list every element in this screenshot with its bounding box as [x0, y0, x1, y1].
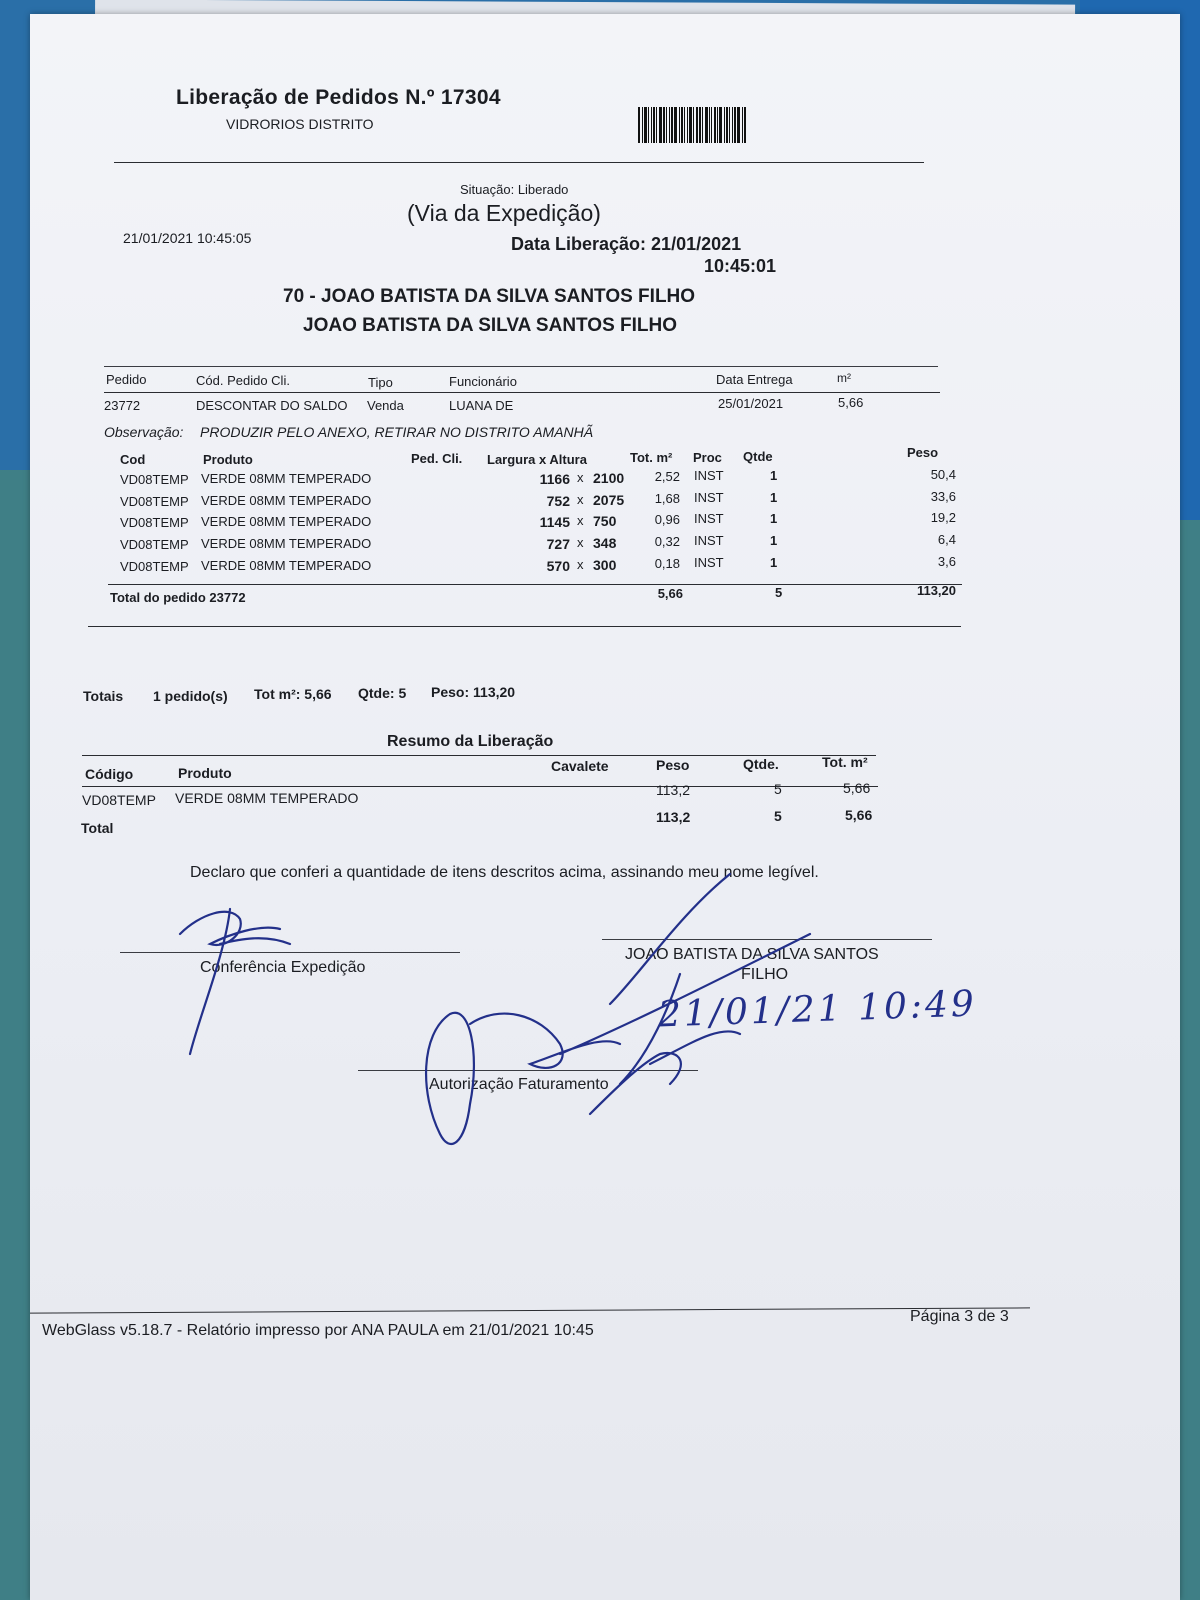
barcode-bar — [651, 107, 652, 143]
footer-page-number: Página 3 de 3 — [910, 1308, 1009, 1325]
barcode-bar — [693, 107, 694, 143]
item-peso: 19,2 — [930, 510, 956, 526]
barcode-bar — [671, 107, 673, 143]
item-dimension-separator: x — [577, 470, 584, 486]
barcode-bar — [689, 107, 692, 143]
items-col-tot-m2: Tot. m² — [630, 450, 673, 465]
footer-printed-by: WebGlass v5.18.7 - Relatório impresso por ANA PAULA em 21/01/2021 10:45 — [42, 1322, 594, 1339]
barcode-bar — [724, 107, 725, 143]
print-timestamp: 21/01/2021 10:45:05 — [123, 230, 252, 246]
order-total-qtde: 5 — [775, 585, 783, 600]
summary-row-codigo: VD08TEMP — [82, 792, 156, 808]
summary-row-qtde: 5 — [774, 781, 782, 797]
barcode-bar — [705, 107, 708, 143]
item-produto: VERDE 08MM TEMPERADO — [201, 493, 372, 509]
client-name: JOAO BATISTA DA SILVA SANTOS FILHO — [303, 315, 678, 336]
item-largura: 727 — [546, 535, 570, 552]
item-peso: 33,6 — [930, 489, 956, 505]
barcode-bar — [709, 107, 710, 143]
items-col-produto: Produto — [203, 452, 253, 467]
item-tot-m2: 0,32 — [654, 534, 680, 549]
summary-col-tot-m2: Tot. m² — [822, 754, 868, 770]
totals-pedidos: 1 pedido(s) — [153, 688, 228, 704]
barcode-bar — [687, 107, 688, 143]
summary-row-peso: 113,2 — [656, 782, 690, 798]
handwritten-datetime: 21/01/21 10:49 — [657, 983, 978, 1036]
item-proc: INST — [694, 555, 724, 571]
footer-rule — [30, 1307, 1030, 1313]
order-funcionario-value: LUANA DE — [449, 398, 514, 413]
barcode-bar — [644, 107, 647, 143]
declaration-text: Declaro que conferi a quantidade de itens descritos acima, assinando meu nome legível. — [190, 864, 819, 881]
items-col-qtde: Qtde — [743, 449, 773, 464]
item-produto: VERDE 08MM TEMPERADO — [201, 471, 372, 487]
order-total-peso: 113,20 — [916, 583, 956, 598]
totals-qtde: Qtde: 5 — [358, 685, 407, 701]
barcode-image — [638, 107, 778, 143]
barcode-bar — [656, 107, 657, 143]
client-code-name: 70 - JOAO BATISTA DA SILVA SANTOS FILHO — [283, 286, 696, 307]
signature-label-client-line2: FILHO — [741, 966, 789, 983]
order-top-rule — [104, 366, 938, 367]
order-col-tipo: Tipo — [368, 375, 393, 390]
barcode-bar — [719, 107, 722, 143]
item-peso: 6,4 — [937, 532, 956, 548]
document-page — [30, 14, 1180, 1600]
signature-label-client-line1: JOAO BATISTA DA SILVA SANTOS — [625, 946, 879, 963]
summary-col-codigo: Código — [85, 766, 134, 782]
item-cod: VD08TEMP — [120, 494, 189, 509]
item-tot-m2: 0,18 — [654, 556, 680, 571]
barcode-bar — [699, 107, 701, 143]
item-peso: 50,4 — [930, 467, 956, 483]
barcode-bar — [681, 107, 683, 143]
barcode-bar — [732, 107, 733, 143]
barcode-bar — [684, 107, 685, 143]
item-dimension-separator: x — [577, 513, 584, 529]
release-date: Data Liberação: 21/01/2021 — [511, 234, 742, 254]
barcode-bar — [717, 107, 718, 143]
document-title: Liberação de Pedidos N.º 17304 — [176, 86, 501, 109]
item-largura: 570 — [546, 557, 570, 574]
item-proc: INST — [694, 468, 724, 484]
signature-conferencia-scribble — [170, 894, 310, 1074]
item-qtde: 1 — [770, 554, 778, 570]
item-proc: INST — [694, 511, 724, 527]
item-cod: VD08TEMP — [120, 472, 189, 487]
order-cod-pedido-cli-value: DESCONTAR DO SALDO — [196, 398, 348, 413]
items-col-ped-cli: Ped. Cli. — [411, 451, 463, 466]
header-divider — [114, 162, 924, 163]
items-total-rule — [108, 584, 962, 585]
order-tipo-value: Venda — [367, 398, 404, 413]
item-altura: 2100 — [593, 469, 625, 486]
release-time: 10:45:01 — [704, 256, 777, 276]
observation-text: PRODUZIR PELO ANEXO, RETIRAR NO DISTRITO AMANHÃ — [200, 424, 594, 440]
company-name: VIDRORIOS DISTRITO — [226, 116, 374, 132]
order-m2-value: 5,66 — [838, 395, 864, 410]
totals-label: Totais — [83, 688, 124, 704]
summary-row-tot-m2: 5,66 — [843, 780, 871, 796]
barcode-bar — [696, 107, 698, 143]
summary-col-peso: Peso — [656, 757, 690, 773]
items-col-largura-altura: Largura x Altura — [487, 452, 587, 467]
item-altura: 300 — [593, 556, 617, 573]
order-header-rule — [104, 392, 940, 393]
signature-label-autorizacao: Autorização Faturamento — [429, 1076, 609, 1093]
item-proc: INST — [694, 490, 724, 506]
barcode-bar — [674, 107, 677, 143]
order-total-m2: 5,66 — [657, 586, 683, 601]
summary-header-rule — [82, 786, 878, 787]
item-proc: INST — [694, 533, 724, 549]
order-col-m2: m² — [837, 371, 851, 385]
order-col-data-entrega: Data Entrega — [716, 372, 793, 387]
item-tot-m2: 0,96 — [654, 512, 680, 527]
summary-row-produto: VERDE 08MM TEMPERADO — [175, 790, 359, 806]
item-altura: 750 — [593, 512, 617, 529]
barcode-bar — [734, 107, 736, 143]
barcode-bar — [648, 107, 649, 143]
order-col-funcionario: Funcionário — [449, 374, 517, 389]
summary-total-tot-m2: 5,66 — [845, 807, 873, 823]
items-col-cod: Cod — [120, 452, 146, 467]
item-largura: 1166 — [539, 470, 570, 487]
barcode-bar — [663, 107, 665, 143]
summary-total-qtde: 5 — [774, 808, 782, 824]
signature-client-scribble — [410, 854, 830, 1174]
summary-title: Resumo da Liberação — [387, 733, 554, 750]
barcode-bar — [742, 107, 743, 143]
barcode-bar — [702, 107, 703, 143]
totals-m2: Tot m²: 5,66 — [254, 686, 332, 702]
item-altura: 2075 — [593, 491, 625, 508]
item-cod: VD08TEMP — [120, 515, 189, 530]
items-col-proc: Proc — [693, 450, 722, 465]
item-peso: 3,6 — [937, 554, 956, 570]
item-qtde: 1 — [770, 467, 778, 483]
item-produto: VERDE 08MM TEMPERADO — [201, 536, 372, 552]
barcode-bar — [659, 107, 662, 143]
barcode-bar — [726, 107, 728, 143]
signature-label-conferencia: Conferência Expedição — [200, 959, 366, 976]
items-col-peso: Peso — [907, 445, 939, 460]
item-qtde: 1 — [770, 510, 778, 526]
order-data-entrega-value: 25/01/2021 — [718, 396, 784, 411]
barcode-bar — [666, 107, 667, 143]
observation-label: Observação: — [104, 424, 184, 440]
order-col-cod-pedido-cli: Cód. Pedido Cli. — [196, 373, 290, 388]
barcode-bar — [729, 107, 730, 143]
barcode-bar — [737, 107, 740, 143]
item-cod: VD08TEMP — [120, 559, 189, 574]
copy-type: (Via da Expedição) — [407, 200, 601, 226]
barcode-bar — [642, 107, 643, 143]
summary-col-qtde: Qtde. — [743, 756, 779, 772]
item-dimension-separator: x — [577, 557, 584, 573]
order-total-label: Total do pedido 23772 — [110, 590, 246, 605]
item-dimension-separator: x — [577, 492, 584, 508]
barcode-bar — [679, 107, 680, 143]
summary-total-label: Total — [81, 820, 114, 836]
item-produto: VERDE 08MM TEMPERADO — [201, 558, 372, 574]
barcode-bar — [653, 107, 655, 143]
summary-col-produto: Produto — [178, 765, 232, 781]
item-dimension-separator: x — [577, 535, 584, 551]
order-section-rule — [88, 626, 961, 627]
barcode-bar — [714, 107, 716, 143]
barcode-bar — [711, 107, 712, 143]
totals-peso: Peso: 113,20 — [431, 684, 516, 700]
barcode-bar — [669, 107, 670, 143]
barcode-bar — [638, 107, 640, 143]
item-produto: VERDE 08MM TEMPERADO — [201, 514, 372, 530]
item-largura: 752 — [546, 492, 570, 509]
item-altura: 348 — [593, 534, 617, 551]
order-pedido-value: 23772 — [104, 398, 141, 413]
item-largura: 1145 — [539, 513, 570, 530]
summary-total-peso: 113,2 — [656, 809, 691, 825]
summary-col-cavalete: Cavalete — [551, 758, 609, 774]
barcode-bar — [744, 107, 746, 143]
item-tot-m2: 1,68 — [654, 491, 680, 506]
order-col-pedido: Pedido — [106, 372, 147, 387]
item-qtde: 1 — [770, 532, 778, 548]
item-qtde: 1 — [770, 489, 778, 505]
item-tot-m2: 2,52 — [654, 469, 680, 484]
status-text: Situação: Liberado — [460, 182, 569, 197]
item-cod: VD08TEMP — [120, 537, 189, 552]
